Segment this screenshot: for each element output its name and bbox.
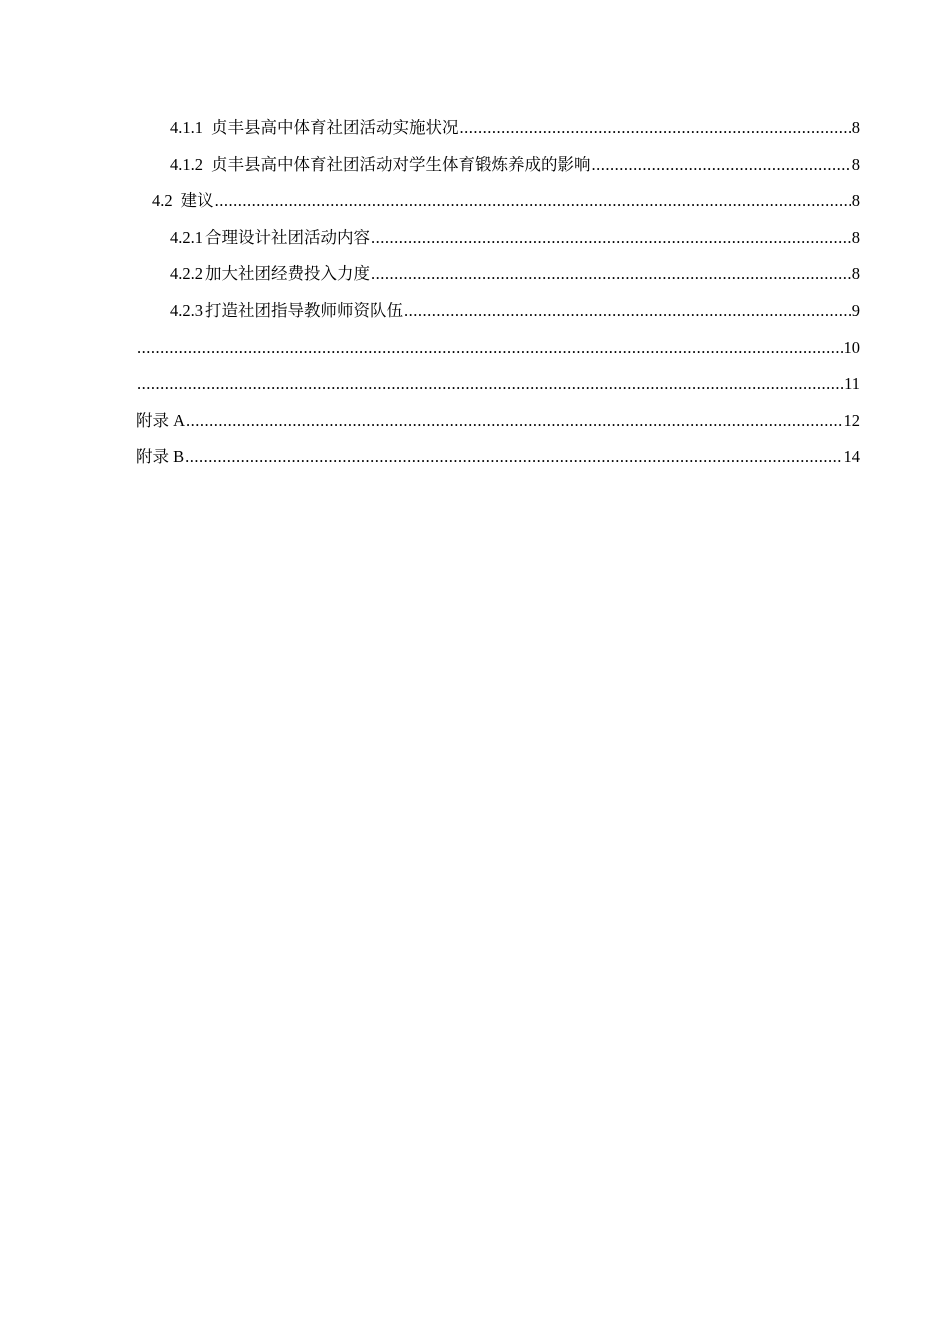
toc-entry-4-1-1[interactable]: [136, 114, 860, 151]
toc-dot-leader: [592, 151, 851, 179]
toc-entry-untitled-11[interactable]: [136, 370, 860, 407]
toc-entry-untitled-10[interactable]: [136, 334, 860, 371]
toc-entry-title: 附录 B: [136, 447, 185, 467]
toc-entry-4-1-2[interactable]: [136, 151, 860, 188]
toc-entry-title: 贞丰县高中体育社团活动对学生体育锻炼养成的影响: [211, 154, 591, 174]
toc-entry-number: 4.2: [152, 191, 173, 211]
toc-entry-page: 11: [844, 374, 860, 394]
toc-entry-appendix-a[interactable]: [136, 407, 860, 444]
toc-entry-title: 附录 A: [136, 410, 186, 430]
toc-dot-leader: [215, 187, 851, 215]
toc-entry-number: 4.1.1: [170, 118, 203, 137]
toc-dot-leader: [460, 114, 851, 142]
toc-dot-leader: [404, 297, 851, 325]
toc-entry-page: 12: [843, 410, 860, 430]
toc-entry-number: 4.1.2: [170, 154, 203, 174]
toc-entry-page: 8: [851, 154, 860, 174]
toc-entry-number: 4.2.1: [170, 227, 203, 247]
toc-entry-4-2-3[interactable]: [136, 297, 860, 334]
toc-entry-title: 贞丰县高中体育社团活动实施状况: [211, 118, 459, 137]
table-of-contents: [136, 114, 860, 480]
toc-dot-leader: [186, 407, 842, 435]
toc-dot-leader: [371, 260, 851, 288]
toc-entry-4-2-2[interactable]: [136, 260, 860, 297]
toc-entry-page: 14: [843, 447, 860, 467]
toc-entry-number: 4.2.3: [170, 300, 203, 320]
toc-entry-4-2[interactable]: [136, 187, 860, 224]
toc-dot-leader: [137, 334, 843, 362]
toc-entry-page: 10: [843, 337, 860, 357]
toc-dot-leader: [371, 224, 851, 252]
toc-entry-appendix-b[interactable]: [136, 443, 860, 480]
toc-dot-leader: [137, 370, 843, 398]
toc-entry-page: 8: [851, 264, 860, 284]
toc-entry-number: 4.2.2: [170, 264, 203, 284]
toc-entry-4-2-1[interactable]: [136, 224, 860, 261]
toc-entry-title: 建议: [180, 191, 214, 211]
toc-entry-page: 8: [851, 191, 860, 211]
toc-entry-page: 8: [851, 227, 860, 247]
toc-entry-page: 9: [851, 300, 860, 320]
toc-entry-title: 合理设计社团活动内容: [205, 227, 370, 247]
toc-entry-page: 8: [851, 118, 860, 137]
toc-entry-title: 打造社团指导教师师资队伍: [205, 300, 403, 320]
toc-entry-title: 加大社团经费投入力度: [205, 264, 370, 284]
toc-dot-leader: [185, 443, 842, 471]
